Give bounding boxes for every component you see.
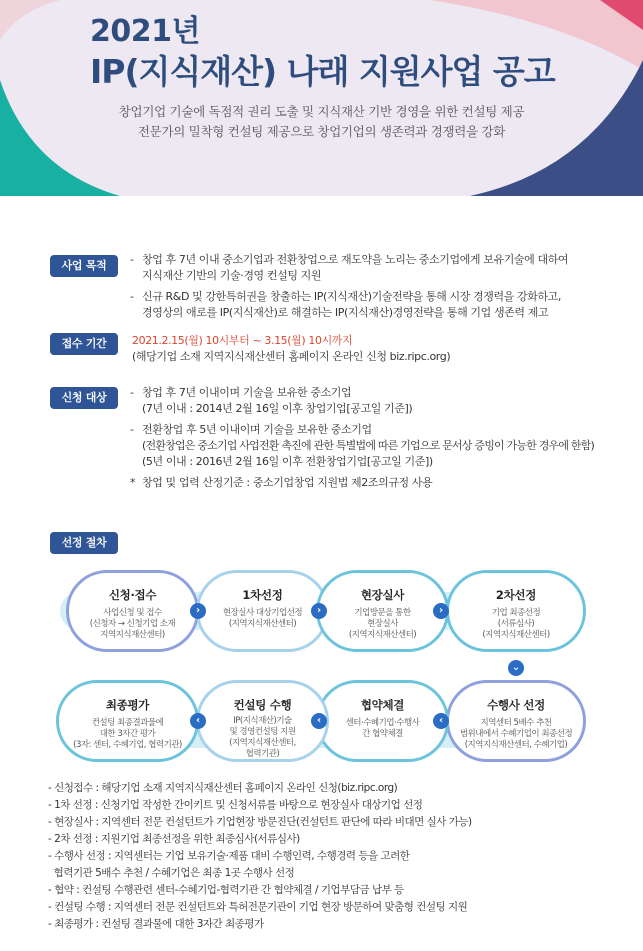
banner-year: 2021년	[90, 14, 200, 49]
arrow-right-icon: ›	[190, 603, 206, 619]
arrow-right-icon: ›	[433, 603, 449, 619]
note-line: - 컨설팅 수행 : 지역센터 전문 컨설턴트와 특허전문기관이 기업 현장 방문하여 맞춤형 컨설팅 지원	[48, 901, 468, 913]
purpose-text: 신규 R&D 및 강한특허권을 창출하는 IP(지식재산)기술전략을 통해 시장 경쟁력을 강화하고,	[142, 290, 561, 303]
target-subtext: (전환창업은 중소기업 사업전환 촉진에 관한 특별법에 따른 기업으로 문서상 증빙이 가능한 경우에 한함)	[142, 439, 595, 452]
stage-consulting	[196, 680, 329, 762]
banner-subtitle-line2: 전문가의 밀착형 컨설팅 제공으로 창업기업의 생존력과 경쟁력을 강화	[137, 124, 506, 139]
procedure-label: 선정 절차	[50, 532, 118, 554]
period-body	[132, 333, 622, 365]
target-label: 신청 대상	[50, 387, 118, 409]
target-subtext: (5년 이내 : 2016년 2월 16일 이후 전환창업기업[공고일 기준])	[142, 455, 433, 468]
stage-desc: IP(지식재산)기술 및 경영컨설팅 지원 (지역지식재산센터, 협력기관)	[229, 716, 296, 759]
period-method: (해당기업 소재 지역지식재산센터 홈페이지 온라인 신청 biz.ripc.org)	[132, 350, 451, 363]
procedure-flow	[0, 568, 643, 776]
target-text: 전환창업 후 5년 이내이며 기술을 보유한 중소기업	[142, 423, 372, 436]
stage-desc: 현장실사 대상기업선정 (지역지식재산센터)	[222, 608, 303, 629]
bullet-asterisk: *	[130, 476, 136, 489]
stage-agreement	[316, 680, 449, 762]
target-subtext: (7년 이내 : 2014년 2월 16일 이후 창업기업[공고일 기준])	[142, 402, 413, 415]
stage-title: 협약체결	[360, 698, 405, 712]
stage-desc: 센터·수혜기업·수행사 간 협약체결	[345, 718, 420, 739]
stage-site-inspection	[316, 570, 449, 652]
note-line: - 신청접수 : 해당기업 소재 지역지식재산센터 홈페이지 온라인 신청(biz.ripc.org)	[48, 782, 398, 794]
arrow-left-icon: ‹	[433, 713, 449, 729]
stage-final-evaluation	[56, 680, 199, 762]
bullet-dash: -	[130, 423, 134, 436]
stage-desc: 컨설팅 최종결과물에 대한 3자간 평가 (3자: 센터, 수혜기업, 협력기관)	[73, 718, 182, 750]
stage-desc: 기업방문을 통한 현장실사 (지역지식재산센터)	[348, 608, 417, 640]
procedure-notes	[48, 780, 628, 933]
arrow-down-icon: ⌄	[508, 660, 524, 676]
stage-title: 신청·접수	[108, 588, 157, 602]
purpose-body	[130, 252, 620, 326]
note-line: - 협약 : 컨설팅 수행관련 센터-수혜기업-협력기관 간 협약체결 / 기업부담금 납부 등	[48, 884, 404, 896]
stage-contractor-selection	[446, 680, 586, 762]
banner-subtitle-line1: 창업기업 기술에 독점적 권리 도출 및 지식재산 기반 경영을 위한 컨설팅 제공	[118, 104, 525, 119]
purpose-item	[130, 289, 620, 321]
stage-title: 2차선정	[495, 588, 537, 602]
stage-desc: 사업신청 및 접수 (신청자 → 신청기업 소재 지역지식재산센터)	[89, 608, 176, 640]
arrow-left-icon: ‹	[311, 713, 327, 729]
page-title: IP(지식재산) 나래 지원사업 공고	[90, 52, 555, 91]
period-dates: 2021.2.15(월) 10시부터 ~ 3.15(월) 10시까지	[132, 334, 353, 347]
header-banner	[0, 0, 643, 196]
stage-desc: 지역센터 5배수 추천 범위내에서 수혜기업이 최종선정 (지역지식재산센터, 수혜기업)	[459, 718, 573, 750]
bullet-dash: -	[130, 290, 134, 303]
note-line: - 수행사 선정 : 지역센터는 기업 보유기술·제품 대비 수행인력, 수행경력 등을 고려한	[48, 850, 410, 862]
stage-title: 수행사 선정	[487, 698, 545, 712]
stage-title: 최종평가	[105, 698, 150, 712]
target-item	[130, 385, 620, 417]
bullet-dash: -	[130, 386, 134, 399]
note-line: - 최종평가 : 컨설팅 결과물에 대한 3자간 최종평가	[48, 918, 264, 930]
target-item	[130, 422, 620, 470]
note-line: - 1차 선정 : 신청기업 작성한 간이키트 및 신청서류를 바탕으로 현장실사 대상기업 선정	[48, 799, 423, 811]
purpose-text: 경영상의 애로를 IP(지식재산)로 해결하는 IP(지식재산)경영전략을 통해 기업 생존력 제고	[142, 306, 549, 319]
target-body	[130, 385, 620, 496]
stage-title: 1차선정	[242, 588, 283, 602]
stage-desc: 기업 최종선정 (서류심사) (지역지식재산센터)	[482, 608, 550, 640]
target-text: 창업 및 업력 산정기준 : 중소기업창업 지원법 제2조의규정 사용	[142, 476, 433, 489]
bullet-dash: -	[130, 253, 134, 266]
target-text: 창업 후 7년 이내이며 기술을 보유한 중소기업	[142, 386, 352, 399]
stage-apply	[66, 570, 199, 652]
purpose-item	[130, 252, 620, 284]
arrow-left-icon: ‹	[190, 713, 206, 729]
period-label: 접수 기간	[50, 333, 118, 355]
note-line: 협력기관 5배수 추천 / 수혜기업은 최종 1곳 수행사 선정	[48, 867, 295, 879]
purpose-text: 지식재산 기반의 기술·경영 컨설팅 지원	[142, 269, 322, 282]
arrow-right-icon: ›	[311, 603, 327, 619]
target-item	[130, 475, 620, 491]
stage-title: 컨설팅 수행	[233, 698, 292, 712]
note-line: - 2차 선정 : 지원기업 최종선정을 위한 최종심사(서류심사)	[48, 833, 300, 845]
purpose-label: 사업 목적	[50, 255, 118, 277]
note-line: - 현장실사 : 지역센터 전문 컨설턴트가 기업현장 방문진단(컨설턴트 판단에 따라 비대면 실사 가능)	[48, 816, 472, 828]
stage-first-selection	[196, 570, 329, 652]
stage-second-selection	[446, 570, 586, 652]
purpose-text: 창업 후 7년 이내 중소기업과 전환창업으로 재도약을 노리는 중소기업에게 보유기술에 대하여	[142, 253, 569, 266]
stage-title: 현장실사	[360, 588, 405, 602]
